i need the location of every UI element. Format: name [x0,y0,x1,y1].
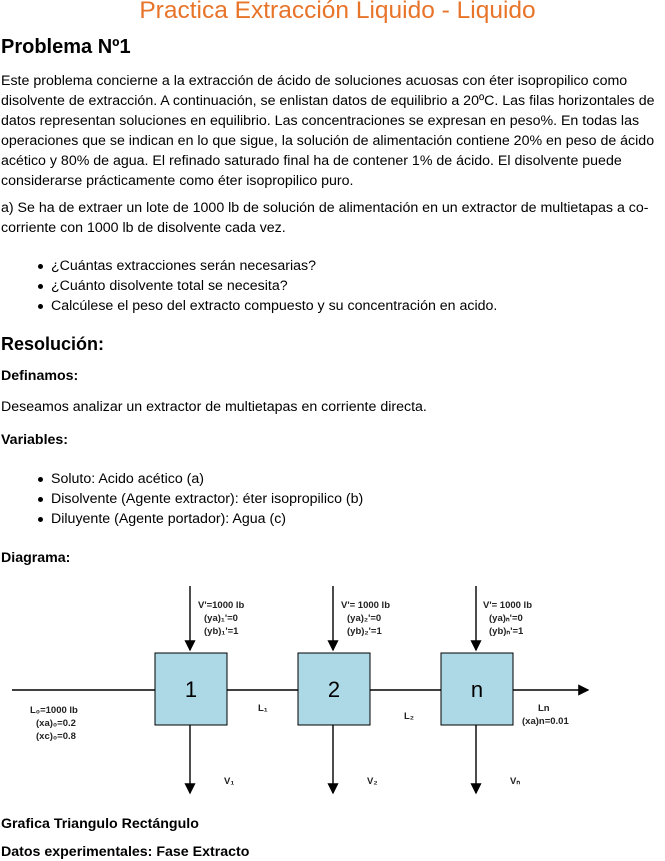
page-title: Practica Extracción Liquido - Liquido [139,0,536,24]
solvent-n-mass: V'= 1000 lb [483,600,532,611]
list-item: ¿Cuánto disolvente total se necesita? [51,276,497,296]
feed-mass: L₀=1000 lb [30,705,78,716]
graph-heading: Grafica Triangulo Rectángulo [1,816,199,832]
solvent-2-ya: (ya)₂'=0 [347,613,382,624]
raffinate-ln-xa: (xa)n=0.01 [522,716,569,727]
stage-n-label: n [470,677,484,702]
list-item: Disolvente (Agente extractor): éter isopropilico (b) [51,491,364,507]
extract-v1-label: V₁ [224,776,235,787]
raffinate-l2-label: L₂ [404,711,415,722]
list-item: ¿Cuántas extracciones serán necesarias? [51,256,497,276]
problem-heading: Problema Nº1 [1,36,131,58]
solvent-1-mass: V'=1000 lb [198,600,245,611]
extract-vn-label: Vₙ [510,776,521,787]
solvent-1-ya: (ya)₁'=0 [204,613,238,624]
raffinate-ln-label: Ln [538,703,550,714]
questions-list [0,256,497,316]
feed-xa: (xa)₀=0.2 [36,718,76,729]
stage-2-label: 2 [327,677,341,702]
feed-xc: (xc)₀=0.8 [36,731,76,742]
variables-heading: Variables: [1,432,69,448]
intro-paragraph: Este problema concierne a la extracción de ácido de soluciones acuosas con éter isopropilico como disolvente de extracción. A continuación, se enlistan datos de equilibrio a 20ºC. Las filas horizontales de datos representan soluciones en equilibrio. Las concentraciones se expresan en peso%. En todas las operaciones que se indican en lo que sigue, la solución de alimentación contiene 20% en peso de ácido acético y 80% de agua. El refinado saturado final ha de contener 1% de ácido. El disolvente puede considerarse prácticamente como éter isopropilico puro. [1,73,655,189]
raffinate-l1-label: L₁ [258,703,268,714]
solvent-n-yb: (yb)ₙ'=1 [489,626,524,637]
solvent-n-ya: (ya)ₙ'=0 [489,613,523,624]
solvent-2-mass: V'= 1000 lb [341,600,390,611]
solvent-2-yb: (yb)₂'=1 [347,626,382,637]
data-heading: Datos experimentales: Fase Extracto [1,844,250,860]
stage-1-label: 1 [184,677,198,702]
diagram-heading: Diagrama: [1,550,71,566]
extractor-diagram [0,580,665,805]
list-item: Diluyente (Agente portador): Agua (c) [51,509,363,529]
list-item: Soluto: Acido acético (a) [51,469,363,489]
resolution-heading: Resolución: [1,334,105,354]
define-text: Deseamos analizar un extractor de multietapas en corriente directa. [1,399,427,415]
define-heading: Definamos: [1,368,79,384]
part-a-paragraph: a) Se ha de extraer un lote de 1000 lb de solución de alimentación en un extractor de multietapas a co-corriente con 1000 lb de disolvente cada vez. [1,200,649,236]
solvent-1-yb: (yb)₁'=1 [204,626,239,637]
list-item: Calcúlese el peso del extracto compuesto y su concentración en acido. [51,298,498,314]
variables-list [0,469,363,529]
extract-v2-label: V₂ [367,776,378,787]
